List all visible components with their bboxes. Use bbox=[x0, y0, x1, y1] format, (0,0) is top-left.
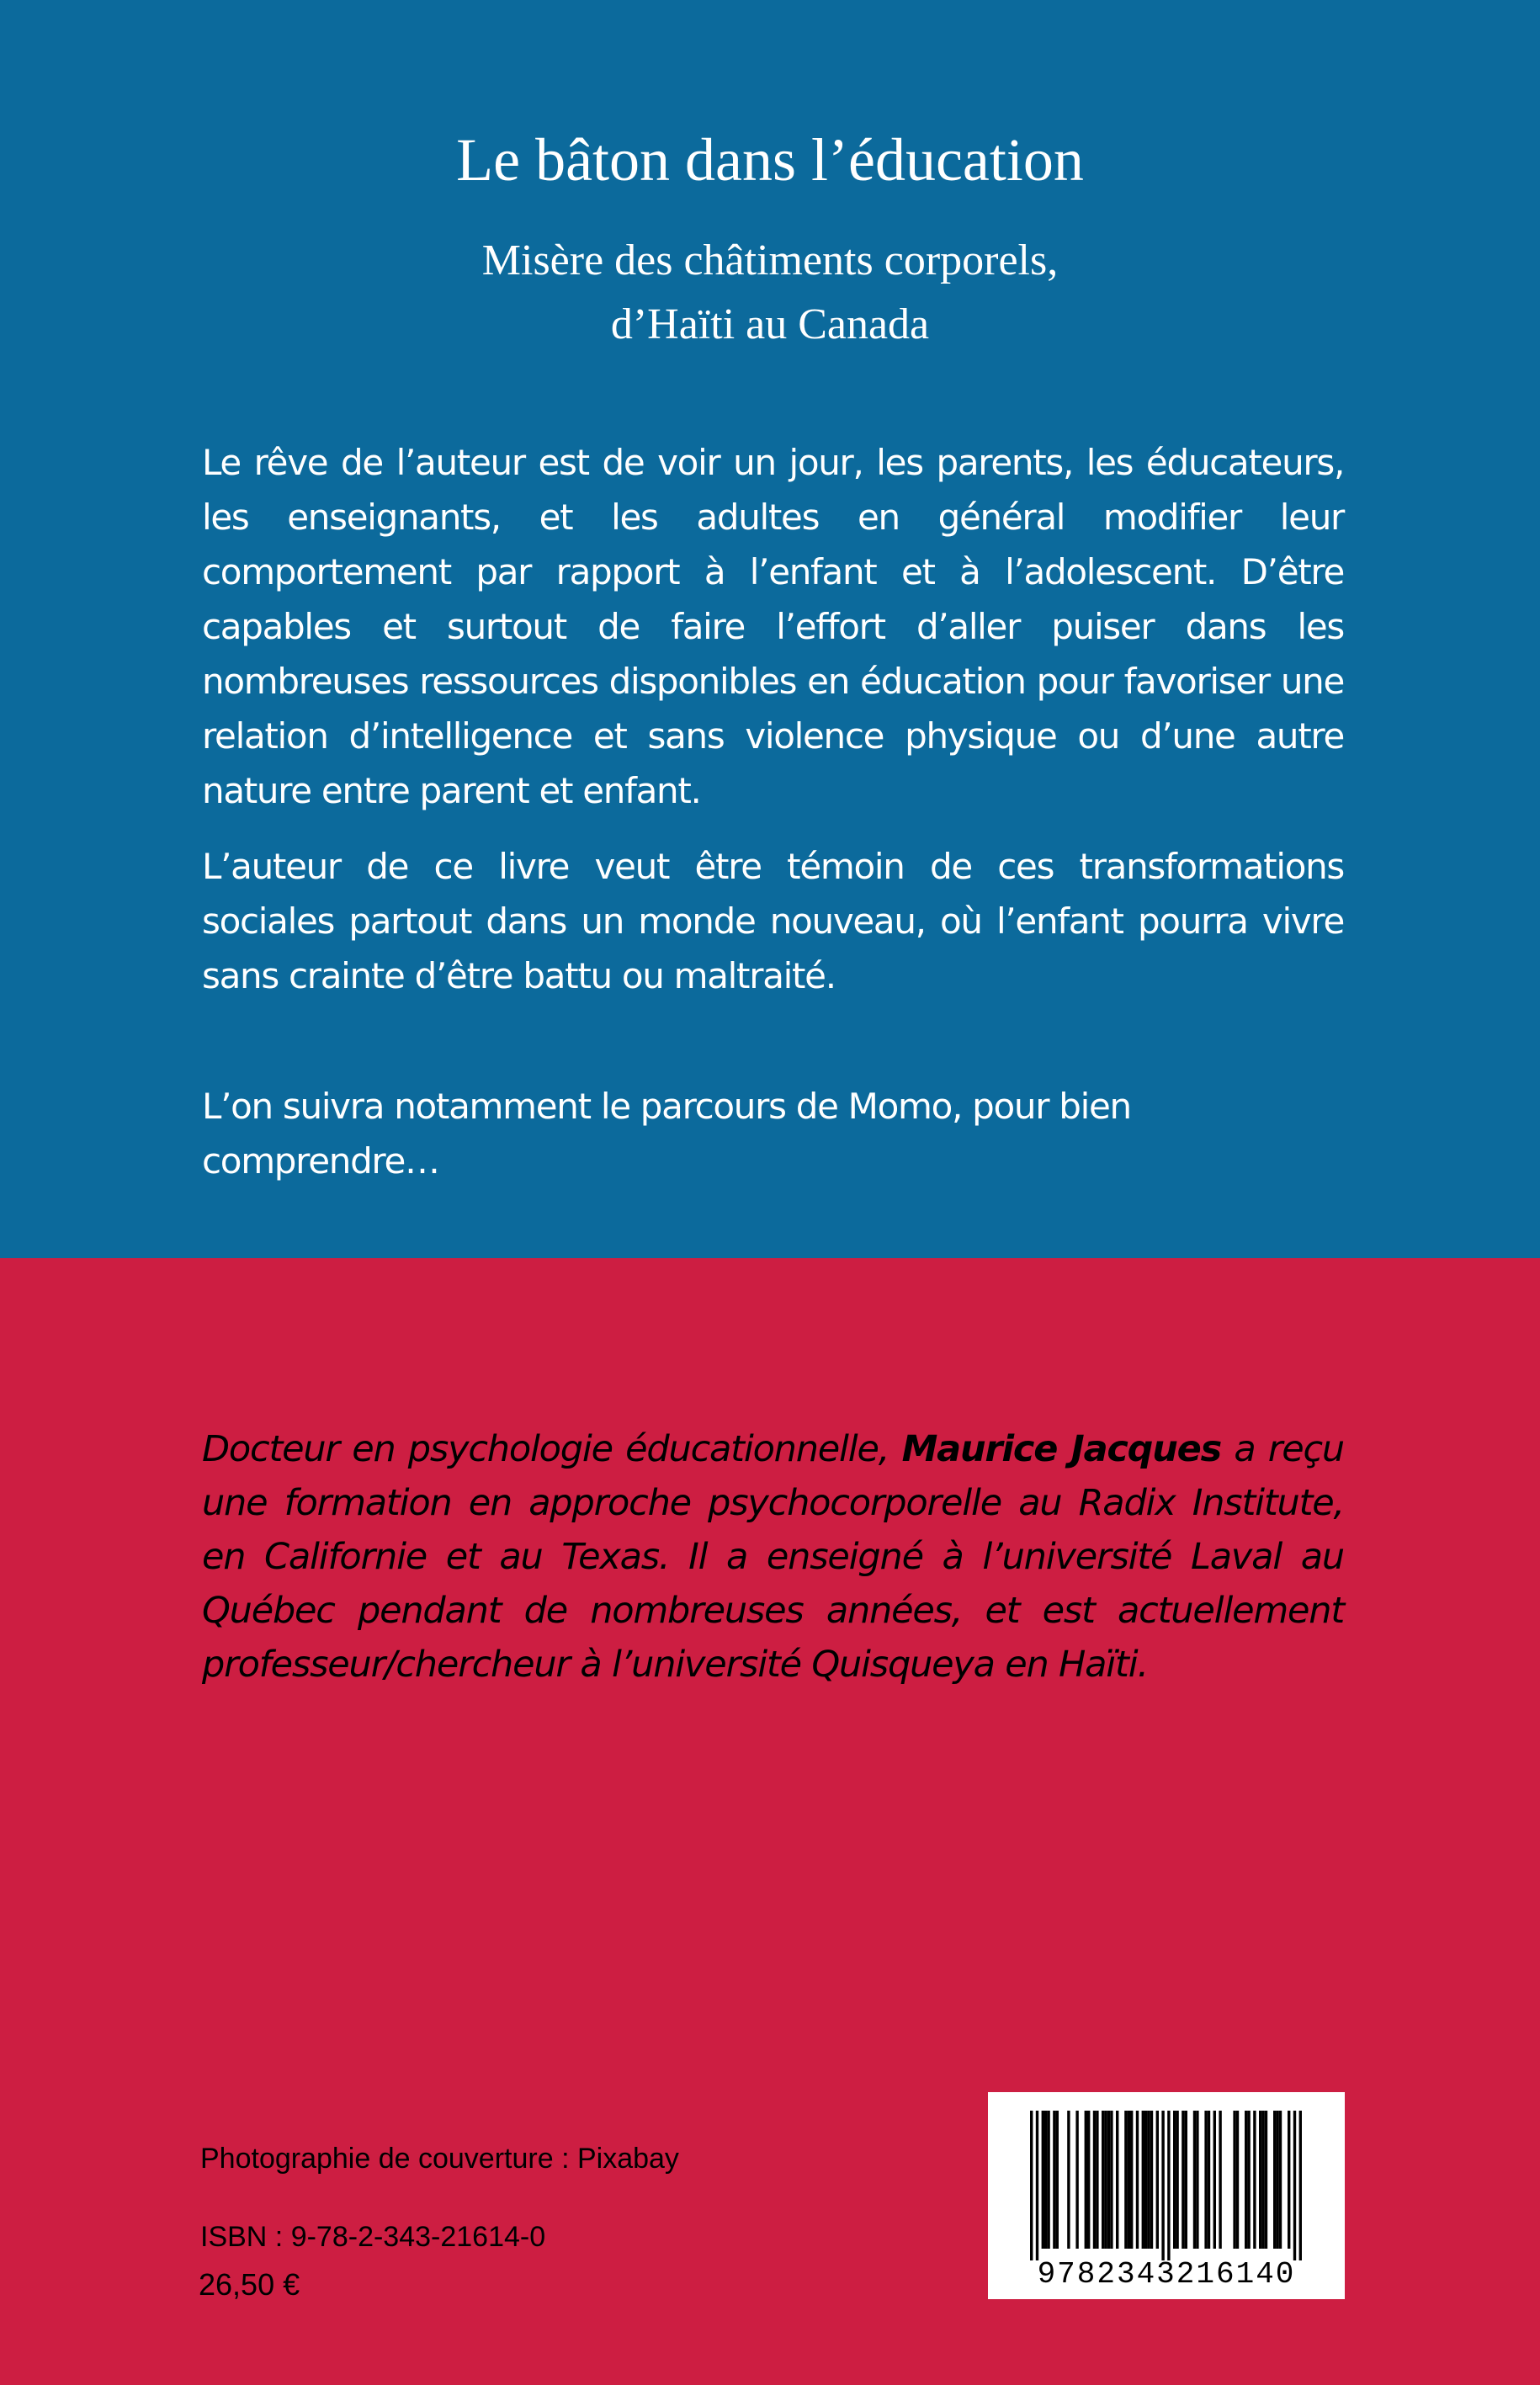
barcode-bar bbox=[1253, 2111, 1256, 2249]
barcode-bar bbox=[1056, 2111, 1059, 2249]
barcode-bar bbox=[1144, 2111, 1147, 2249]
barcode-bar bbox=[1128, 2111, 1130, 2249]
barcode-bar bbox=[1067, 2111, 1070, 2249]
barcode-digits: 9782343216140 bbox=[1037, 2257, 1296, 2292]
barcode-bar bbox=[1042, 2111, 1044, 2249]
barcode-bar bbox=[1110, 2111, 1113, 2249]
book-subtitle bbox=[0, 229, 1540, 357]
barcode-bar bbox=[1288, 2111, 1290, 2249]
barcode-graphic bbox=[988, 2092, 1345, 2299]
barcode-bar bbox=[1053, 2111, 1055, 2249]
author-name: Maurice Jacques bbox=[901, 1428, 1222, 1470]
barcode-bar bbox=[1247, 2111, 1250, 2249]
barcode-bar bbox=[1293, 2111, 1296, 2260]
photo-credit: Photographie de couverture : Pixabay bbox=[200, 2143, 679, 2175]
barcode-bar bbox=[1142, 2111, 1144, 2249]
barcode-bar bbox=[1176, 2111, 1178, 2249]
author-bio-intro: Docteur en psychologie éducationnelle, bbox=[202, 1428, 902, 1470]
barcode-bar bbox=[1124, 2111, 1127, 2249]
barcode-bar bbox=[1156, 2111, 1159, 2249]
barcode-bar bbox=[1107, 2111, 1110, 2249]
barcode-bar bbox=[1075, 2111, 1078, 2249]
barcode-bar bbox=[1136, 2111, 1139, 2249]
barcode-bar bbox=[1279, 2111, 1282, 2249]
barcode-bar bbox=[1150, 2111, 1153, 2249]
barcode-bar bbox=[1085, 2111, 1087, 2249]
barcode-bar bbox=[1276, 2111, 1278, 2249]
barcode-bar bbox=[1030, 2111, 1033, 2260]
barcode-bar bbox=[1196, 2111, 1198, 2249]
barcode-bar bbox=[1213, 2111, 1216, 2249]
barcode-bar bbox=[1208, 2111, 1210, 2249]
summary-paragraph-2: L’auteur de ce livre veut être témoin de ces transformations sociales partout dans un monde nouveau, où l’enfant pourra vivre sans crainte d’être battu ou maltraité. bbox=[202, 846, 1344, 996]
barcode-bar bbox=[1259, 2111, 1261, 2249]
barcode-bar bbox=[1204, 2111, 1207, 2249]
barcode-bar bbox=[1265, 2111, 1267, 2249]
author-bio-rest: a reçu une formation en approche psychocorporelle au Radix Institute, en Californie et au Texas. Il a enseigné à l’université Laval au Québec pendant de nombreuses années, et est actuellement professeur/chercheur à l’université Quisqueya en Haïti. bbox=[202, 1428, 1344, 1686]
subtitle-line-2: d’Haïti au Canada bbox=[610, 300, 930, 348]
barcode-bar bbox=[1236, 2111, 1239, 2249]
barcode-bar bbox=[1193, 2111, 1196, 2249]
isbn: ISBN : 9-78-2-343-21614-0 bbox=[200, 2221, 546, 2253]
barcode-bar bbox=[1182, 2111, 1184, 2249]
barcode-bar bbox=[1087, 2111, 1090, 2249]
barcode-bar bbox=[1044, 2111, 1047, 2249]
barcode-bar bbox=[1147, 2111, 1150, 2249]
barcode-bar bbox=[1036, 2111, 1038, 2260]
barcode bbox=[988, 2092, 1345, 2299]
barcode-bar bbox=[1104, 2111, 1107, 2249]
barcode-bar bbox=[1273, 2111, 1276, 2249]
subtitle-line-1: Misère des châtiments corporels, bbox=[481, 236, 1059, 284]
barcode-bar bbox=[1299, 2111, 1302, 2260]
summary-paragraph-3: L’on suivra notamment le parcours de Momo, pour bien comprendre… bbox=[202, 1086, 1131, 1182]
barcode-bar bbox=[1096, 2111, 1098, 2249]
book-title: Le bâton dans l’éducation bbox=[456, 126, 1084, 194]
barcode-bar bbox=[1173, 2111, 1176, 2249]
barcode-bar bbox=[1219, 2111, 1221, 2249]
barcode-bar bbox=[1185, 2111, 1187, 2249]
price: 26,50 € bbox=[199, 2267, 300, 2302]
barcode-bar bbox=[1093, 2111, 1096, 2249]
barcode-bar bbox=[1130, 2111, 1133, 2249]
barcode-bar bbox=[1161, 2111, 1164, 2260]
barcode-bar bbox=[1167, 2111, 1170, 2260]
barcode-bar bbox=[1047, 2111, 1049, 2249]
barcode-bar bbox=[1102, 2111, 1104, 2249]
barcode-bar bbox=[1233, 2111, 1235, 2249]
barcode-bar bbox=[1116, 2111, 1118, 2249]
barcode-bar bbox=[1245, 2111, 1247, 2249]
author-bio bbox=[202, 1422, 1344, 1692]
barcode-bar bbox=[1261, 2111, 1264, 2249]
summary-paragraph-1: Le rêve de l’auteur est de voir un jour, les parents, les éducateurs, les enseignants, et les adultes en général modifier leur comportement par rapport à l’enfant et à l’adolescent. D’être capables et surtout de faire l’effort d’aller puiser dans les nombreuses ressources disponibles en éducation pour favoriser une relation d’intelligence et sans violence physique ou d’une autre nature entre parent et enfant. bbox=[202, 442, 1344, 811]
